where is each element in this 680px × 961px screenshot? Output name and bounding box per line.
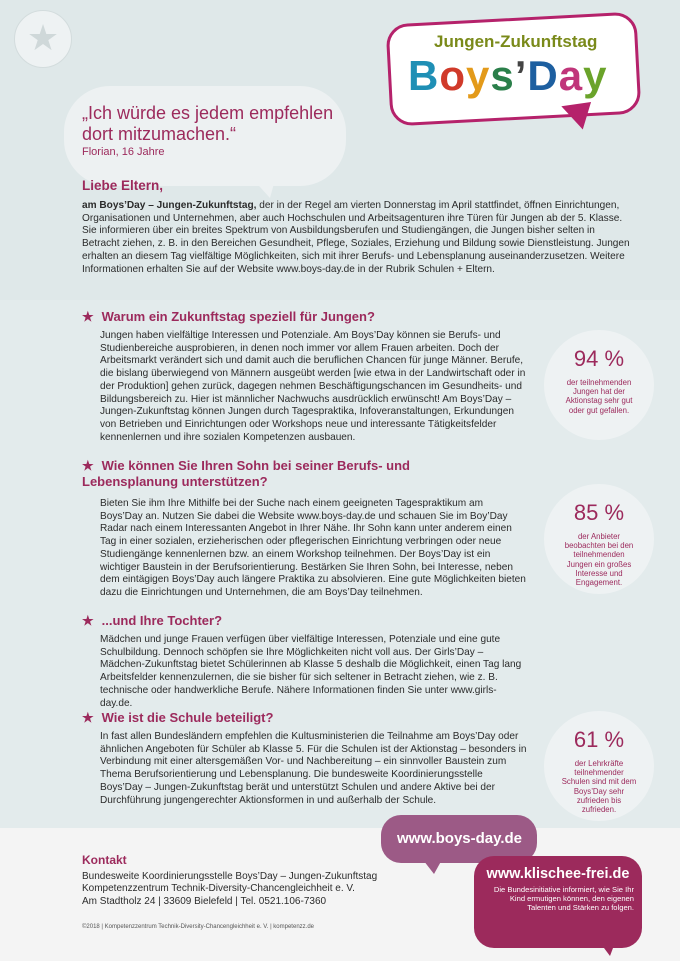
logo-letter: ’: [514, 52, 528, 99]
stat-circle-85: [544, 484, 654, 594]
stat-value: 94 %: [573, 346, 625, 371]
boysday-logo: [388, 18, 640, 140]
star-bullet-icon: ★: [82, 613, 94, 628]
logo-letter: a: [558, 52, 584, 99]
stat-text: der teilnehmenden Jungen hat der Aktionstag sehr gut oder gut gefallen.: [565, 378, 633, 415]
stat-value: 61 %: [573, 727, 625, 752]
contact-line: Bundesweite Koordinierungsstelle Boys’Day – Jungen-Zukunftstag: [82, 871, 378, 882]
quote-author: Florian, 16 Jahre: [82, 146, 165, 158]
intro-body: der in der Regel am vierten Donnerstag im April stattfindet, öffnen Einrichtungen, Organisationen und Unternehmen, aber auch Hochschulen und Arbeitsagenturen ihre Türen für Jungen ab der 5. Klasse. Sie informieren über ein breites Spektrum von Ausbildungsberufen und Studiengängen, die Jungen bisher selten in Betracht ziehen, z. B. in den Bereichen Gesundheit, Pflege, Soziales, Erziehung und Bildung sowie Dienstleistung. Jungen erhalten an diesem Tag vielfältige Möglichkeiten, sich mit ihrer Berufs- und Lebensplanung auseinanderzusetzen. Weitere Informationen erhalten Sie auf der Website www.boys-day.de in der Rubrik Schulen + Eltern.: [82, 200, 630, 275]
logo-letter: y: [466, 52, 491, 99]
section-title-daughter: ★ ...und Ihre Tochter?: [82, 613, 223, 628]
stat-circle-61: [544, 711, 654, 821]
stat-text: der Lehrkräfte teilnehmender Schulen sind mit dem Boys’Day sehr zufrieden bis zufrieden.: [561, 759, 637, 815]
star-bullet-icon: ★: [82, 309, 94, 324]
quote-text: „Ich würde es jedem empfehlen dort mitzumachen.“: [82, 103, 334, 144]
logo-letter: s: [490, 52, 515, 99]
star-bullet-icon: ★: [82, 458, 94, 473]
quote-bubble-tail: [250, 176, 276, 198]
greeting-heading: Liebe Eltern,: [82, 178, 164, 193]
logo-subtitle: Jungen-Zukunftstag: [434, 32, 598, 51]
logo-letter: o: [439, 52, 466, 99]
klischeefrei-bubble-tail: [598, 940, 616, 956]
star-bullet-icon: ★: [82, 710, 94, 725]
klischeefrei-text: Die Bundesinitiative informiert, wie Sie Ihr Kind ermutigen können, den eigenen Talenten und Stärken zu folgen.: [493, 885, 634, 913]
section-body-school: In fast allen Bundesländern empfehlen die Kultusministerien die Teilnahme am Boys’Day oder ähnlichen Angeboten für Schüler ab Klasse 5. Für die Schulen ist der Aktionstag – besonders in Verbindung mit einer altersgemäßen Vor- und Nachbereitung – ein sinnvoller Baustein zum Thema Berufsorientierung und Lebensplanung. Die bundesweite Koordinierungsstelle Boys’Day – Jungen-Zukunftstag berät und unterstützt Schulen und andere Aktive bei der Durchführung jungengerechter Aktionsformen in und außerhalb der Schule.: [100, 731, 527, 806]
logo-title: [408, 52, 607, 100]
url-bubble-tail: [420, 856, 444, 874]
logo-letter: D: [527, 52, 559, 99]
contact-line: Am Stadtholz 24 | 33609 Bielefeld | Tel. 0521.106-7360: [82, 895, 327, 907]
section-body-support: Bieten Sie ihm Ihre Mithilfe bei der Suche nach einem geeigneten Tagespraktikum am Boys’Day an. Nutzen Sie dabei die Website www.boys-day.de und schauen Sie im Boy’Day Radar nach einem Interessanten Angebot in Ihrer Nähe. Ihr Sohn kann unter anderem einen Tag in einer sozialen, erzieherischen oder pflegerischen Einrichtung verbringen oder neue Studiengänge kennenlernen bzw. an einem Workshop teilnehmen. Der Boys’Day ist ein wichtiger Baustein in der Berufsorientierung. Bestärken Sie Ihren Sohn, bei Interesse, neben dem eintägigen Boys’Day auch längere Praktika zu absolvieren. Eine gute Möglichkeiten bieten dazu die Einrichtungen und Unternehmen, die am Boys’Day teilnehmen.: [100, 498, 526, 598]
logo-bubble-tail: [561, 102, 594, 132]
copyright: ©2018 | Kompetenzzentrum Technik-Diversity-Chancengleichheit e. V. | kompetenzz.de: [82, 924, 314, 930]
intro-lead: am Boys’Day – Jungen-Zukunftstag,: [82, 200, 257, 211]
section-title-support: ★ Wie können Sie Ihren Sohn bei seiner Berufs- und Lebensplanung unterstützen?: [82, 458, 410, 489]
intro-paragraph: [82, 200, 630, 276]
stat-circle-94: [544, 330, 654, 440]
section-body-why: Jungen haben vielfältige Interessen und Potenziale. Am Boys’Day können sie Berufs- und Studienbereiche ausprobieren, in denen noch immer vor allem Frauen arbeiten. Doch der Arbeitsmarkt verändert sich und damit auch die beruflichen Chancen für junge Männer. Berufe, die bislang überwiegend von Männern ausgeübt werden [wie etwa in der Landwirtschaft oder in der Produktion] gehen zurück, dagegen nehmen Beschäftigungschancen im Gesundheits- und Bildungsbereich zu. Hier ist männlicher Nachwuchs ausdrücklich erwünscht! Am Boys’Day – Jungen-Zukunftstag können Jungen durch Tagespraktika, Infoveranstaltungen, Erkundungen von Betrieben und Einrichtungen oder Workshops neue und interessante Tätigkeitsfelder kennenlernen und ihre sozialen Kompetenzen ausbauen.: [100, 330, 526, 443]
section-title-why: ★ Warum ein Zukunftstag speziell für Jungen?: [82, 309, 375, 324]
section-body-daughter: Mädchen und junge Frauen verfügen über vielfältige Interessen, Potenziale und eine gute Schulbildung. Dennoch schöpfen sie Ihre Möglichkeiten nicht voll aus. Der Girls’Day – Mädchen-Zukunftstag bietet Schülerinnen ab Klasse 5 deshalb die Möglichkeit, einen Tag lang Arbeitsfelder kennenzulernen, die sie bisher für sich seltener in Betracht ziehen, wie z. B. technische oder handwerkliche Berufe. Nähere Informationen finden Sie unter www.girls-day.de.: [100, 634, 522, 709]
star-icon: ★: [14, 10, 72, 68]
logo-letter: y: [583, 52, 608, 99]
stat-text: der Anbieter beobachten bei den teilnehmenden Jungen ein großes Interesse und Engagement.: [564, 532, 634, 588]
klischeefrei-url[interactable]: www.klischee-frei.de: [486, 866, 630, 882]
logo-letter: B: [408, 52, 440, 99]
contact-heading: Kontakt: [82, 853, 127, 867]
contact-line: Kompetenzzentrum Technik-Diversity-Chancengleichheit e. V.: [82, 883, 355, 895]
stat-value: 85 %: [573, 500, 625, 525]
contact-block: [82, 871, 377, 908]
section-title-school: ★ Wie ist die Schule beteiligt?: [82, 710, 274, 725]
boysday-url[interactable]: www.boys-day.de: [397, 830, 523, 847]
